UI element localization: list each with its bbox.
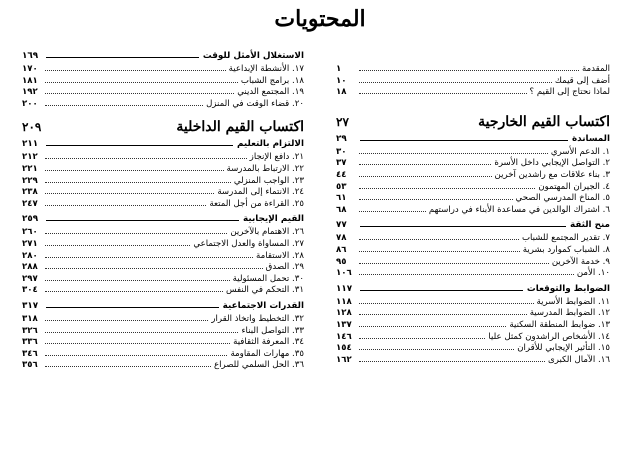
section-title: اكتساب القيم الخارجية (478, 113, 610, 130)
toc-group (22, 50, 304, 108)
entry-label: ٢٧. المساواة والعدل الاجتماعي (193, 238, 304, 249)
entry-label: ٣٣. التواصل البناء (241, 325, 304, 336)
entry-label: أضف إلى قيمك (554, 75, 610, 86)
dot-leader (45, 283, 223, 292)
entry-page: ٢٢١ (22, 163, 38, 174)
entry-label: ٢٨. الاستقامة (256, 250, 304, 261)
dot-leader (359, 243, 520, 252)
group-title: المساندة (571, 133, 610, 144)
heading-rule (46, 213, 239, 221)
entry-page: ٥٣ (336, 181, 347, 192)
toc-entry (336, 145, 610, 157)
entry-label: ٣٢. التخطيط واتخاذ القرار (211, 313, 304, 324)
toc-entry (336, 306, 610, 318)
dot-leader (45, 162, 224, 171)
entry-label: ٤. الجيران المهتمون (538, 181, 610, 192)
dot-leader (359, 168, 492, 177)
section-title: اكتساب القيم الداخلية (176, 119, 304, 136)
dot-leader (45, 358, 211, 367)
entry-page: ١٨١ (22, 75, 38, 86)
entry-label: ١٠. الأمن (576, 268, 610, 279)
dot-leader (45, 225, 227, 234)
entry-page: ٤٤ (336, 169, 347, 180)
toc-entry (336, 85, 610, 97)
dot-leader (359, 85, 527, 94)
left-column (22, 50, 304, 370)
toc-entry (336, 295, 610, 307)
group-title: منح الثقة (569, 220, 610, 231)
dot-leader (45, 74, 238, 83)
entry-page: ٧٨ (336, 233, 347, 244)
dot-leader (45, 97, 203, 106)
dot-leader (359, 74, 552, 83)
entry-label: ٢٣. الواجب المنزلي (233, 175, 304, 186)
entry-label: ١٣. ضوابط المنطقة السكنية (509, 319, 610, 330)
entry-page: ١ (336, 64, 342, 74)
entry-page: ٢٧١ (22, 238, 38, 249)
dot-leader (45, 174, 231, 183)
toc-entry (22, 237, 304, 249)
entry-label: ٩. خدمة الآخرين (551, 256, 610, 267)
entry-label: ١٤. الأشخاص الراشدون كمثل عليا (488, 331, 610, 342)
entry-page: ١٩٢ (22, 87, 38, 98)
entry-page: ١٤٦ (336, 331, 352, 342)
entry-page: ٣٧ (336, 158, 347, 169)
dot-leader (45, 150, 247, 159)
dot-leader (359, 191, 513, 200)
entry-page: ٩٥ (336, 256, 347, 267)
entry-label: ٣٦. الحل السلمي للصراع (213, 360, 304, 371)
entry-page: ٦٨ (336, 204, 347, 215)
dot-leader (45, 237, 190, 246)
toc-entry (22, 74, 304, 86)
toc-group (336, 133, 610, 215)
group-title: الالتزام بالتعليم (236, 139, 304, 150)
toc-entry (22, 162, 304, 174)
toc-entry (336, 255, 610, 267)
entry-page: ٢٤٧ (22, 198, 38, 209)
group-heading (22, 50, 304, 62)
group-page: ٣١٧ (22, 300, 39, 311)
dot-leader (45, 272, 230, 281)
toc-group (336, 283, 610, 365)
heading-rule (360, 219, 566, 227)
entry-page: ١٧٠ (22, 64, 38, 74)
entry-label: ٦. اشتراك الوالدين في مساعدة الأبناء في دراستهم (428, 204, 610, 215)
entry-page: ٨٦ (336, 244, 347, 255)
dot-leader (359, 203, 426, 212)
group-page: ١٦٩ (22, 51, 39, 61)
entry-page: ١١٨ (336, 296, 352, 307)
dot-leader (45, 335, 230, 344)
toc-entry (336, 341, 610, 353)
toc-entry (336, 353, 610, 365)
entry-page: ٢١٢ (22, 152, 38, 163)
toc-entry (22, 225, 304, 237)
entry-label: ١١. الضوابط الأسرية (536, 296, 610, 307)
toc-entry (336, 62, 610, 74)
toc-entry (22, 174, 304, 186)
entry-page: ١٢٨ (336, 308, 352, 319)
dot-leader (45, 62, 226, 71)
toc-entry (336, 243, 610, 255)
toc-entry (22, 312, 304, 324)
toc-group (22, 138, 304, 208)
entry-label: ١٢. الضوابط المدرسية (529, 308, 610, 319)
toc-group (336, 219, 610, 277)
toc-entry (22, 283, 304, 295)
toc-entry (22, 358, 304, 370)
toc-entry (22, 150, 304, 162)
entry-page: ٣٠٤ (22, 285, 38, 296)
dot-leader (359, 231, 519, 240)
dot-leader (359, 306, 527, 315)
page-title: المحتويات (274, 6, 366, 32)
group-title: الضوابط والتوقعات (526, 283, 610, 294)
entry-label: ٢٢. الارتباط بالمدرسة (226, 163, 304, 174)
group-page: ٧٧ (336, 220, 347, 231)
dot-leader (359, 295, 534, 304)
dot-leader (359, 341, 514, 350)
group-page: ٢٩ (336, 133, 347, 144)
toc-entry (336, 266, 610, 278)
entry-label: ٢٠. قضاء الوقت في المنزل (206, 98, 304, 109)
toc-entry (336, 330, 610, 342)
group-page: ٢٥٩ (22, 214, 39, 225)
toc-entry (336, 156, 610, 168)
entry-page: ٣٣٦ (22, 337, 38, 348)
entry-label: ٢٦. الاهتمام بالآخرين (230, 227, 304, 238)
entry-label: ١٥. التأثير الإيجابي للأقران (517, 343, 610, 354)
dot-leader (45, 85, 234, 94)
entry-page: ٢٨٨ (22, 262, 38, 273)
heading-rule (46, 50, 199, 58)
entry-label: ٢. التواصل الإيجابي داخل الأسرة (494, 158, 610, 169)
group-title: القدرات الاجتماعية (222, 300, 304, 311)
heading-rule (360, 133, 568, 141)
entry-label: ٨. الشباب كموارد بشرية (522, 244, 610, 255)
dot-leader (45, 312, 208, 321)
toc-entry (22, 347, 304, 359)
dot-leader (45, 185, 214, 194)
section-heading (22, 116, 304, 138)
toc-entry (336, 180, 610, 192)
group-heading (22, 300, 304, 312)
dot-leader (359, 255, 549, 264)
entry-page: ٣٥٦ (22, 360, 38, 371)
group-page: ١١٧ (336, 283, 353, 294)
toc-entry (22, 85, 304, 97)
entry-page: ١٦٢ (336, 354, 352, 365)
group-page: ٢١١ (22, 139, 39, 150)
entry-label: ٣١. التحكم في النفس (226, 285, 304, 296)
dot-leader (359, 156, 491, 165)
entry-label: ٢٥. القراءة من أجل المتعة (209, 198, 304, 209)
entry-page: ٦١ (336, 193, 347, 204)
section-page: ٢٧ (336, 114, 349, 129)
toc-entry (22, 197, 304, 209)
entry-page: ١٠٦ (336, 268, 352, 279)
section-heading (336, 111, 610, 133)
group-title: الاستغلال الأمثل للوقت (202, 51, 304, 61)
heading-rule (46, 138, 233, 146)
dot-leader (45, 197, 206, 206)
dot-leader (359, 145, 548, 154)
entry-page: ٢٨٠ (22, 250, 38, 261)
dot-leader (359, 266, 574, 275)
group-heading (22, 138, 304, 150)
toc-entry (336, 74, 610, 86)
entry-label: ١٧. الأنشطة الإبداعية (228, 64, 304, 74)
group-heading (336, 133, 610, 145)
dot-leader (45, 324, 238, 333)
dot-leader (45, 249, 253, 258)
toc-entry (22, 185, 304, 197)
entry-label: ٢٤. الانتماء إلى المدرسة (217, 187, 304, 198)
dot-leader (359, 318, 506, 327)
toc-entry (336, 191, 610, 203)
toc-entry (336, 231, 610, 243)
toc-entry (336, 168, 610, 180)
group-heading (336, 283, 610, 295)
section-page: ٢٠٩ (22, 120, 42, 135)
right-column (336, 62, 610, 364)
toc-entry (336, 318, 610, 330)
dot-leader (45, 347, 227, 356)
entry-label: ٣. بناء علاقات مع راشدين آخرين (494, 169, 610, 180)
entry-label: المقدمة (581, 64, 610, 74)
entry-page: ٣٤٦ (22, 348, 38, 359)
toc-group (22, 213, 304, 295)
entry-page: ١٨ (336, 87, 347, 98)
dot-leader (359, 330, 485, 339)
heading-rule (360, 283, 523, 291)
entry-page: ٣٠ (336, 146, 347, 157)
entry-page: ٢٩٧ (22, 273, 38, 284)
intro-list (336, 62, 610, 97)
entry-label: ١. الدعم الأسري (550, 146, 610, 157)
group-title: القيم الإيجابية (243, 214, 304, 225)
entry-page: ٢٠٠ (22, 98, 38, 109)
entry-page: ١٣٧ (336, 319, 352, 330)
entry-label: ٣٠. تحمل المسئولية (232, 273, 304, 284)
dot-leader (359, 353, 545, 362)
toc-entry (22, 260, 304, 272)
entry-label: لماذا نحتاج إلى القيم ؟ (529, 87, 610, 98)
entry-label: ١٨. برامج الشباب (240, 75, 304, 86)
heading-rule (46, 300, 219, 308)
entry-label: ٧. تقدير المجتمع للشباب (521, 233, 610, 244)
toc-entry (22, 324, 304, 336)
dot-leader (359, 180, 535, 189)
group-heading (336, 219, 610, 231)
entry-label: ٢٩. الصدق (265, 262, 304, 273)
toc-entry (22, 97, 304, 109)
group-heading (22, 213, 304, 225)
entry-label: ٥. المناخ المدرسي الصحي (515, 193, 610, 204)
entry-page: ٣٢٦ (22, 325, 38, 336)
entry-label: ١٦. الآمال الكبرى (548, 354, 610, 365)
entry-page: ٢٢٩ (22, 175, 38, 186)
dot-leader (359, 62, 579, 71)
entry-page: ٢٦٠ (22, 227, 38, 238)
entry-page: ١٥٤ (336, 343, 352, 354)
toc-entry (22, 335, 304, 347)
entry-label: ٣٥. مهارات المقاومة (230, 348, 304, 359)
toc-entry (22, 249, 304, 261)
toc-entry (336, 203, 610, 215)
entry-page: ٣١٨ (22, 313, 38, 324)
entry-page: ١٠ (336, 75, 347, 86)
entry-page: ٢٣٨ (22, 187, 38, 198)
dot-leader (45, 260, 263, 269)
toc-group (22, 300, 304, 370)
entry-label: ١٩. المجتمع الديني (237, 87, 304, 98)
entry-label: ٢١. دافع الإنجاز (249, 152, 304, 163)
entry-label: ٣٤. المعرفة الثقافية (233, 337, 304, 348)
toc-entry (22, 62, 304, 74)
toc-entry (22, 272, 304, 284)
